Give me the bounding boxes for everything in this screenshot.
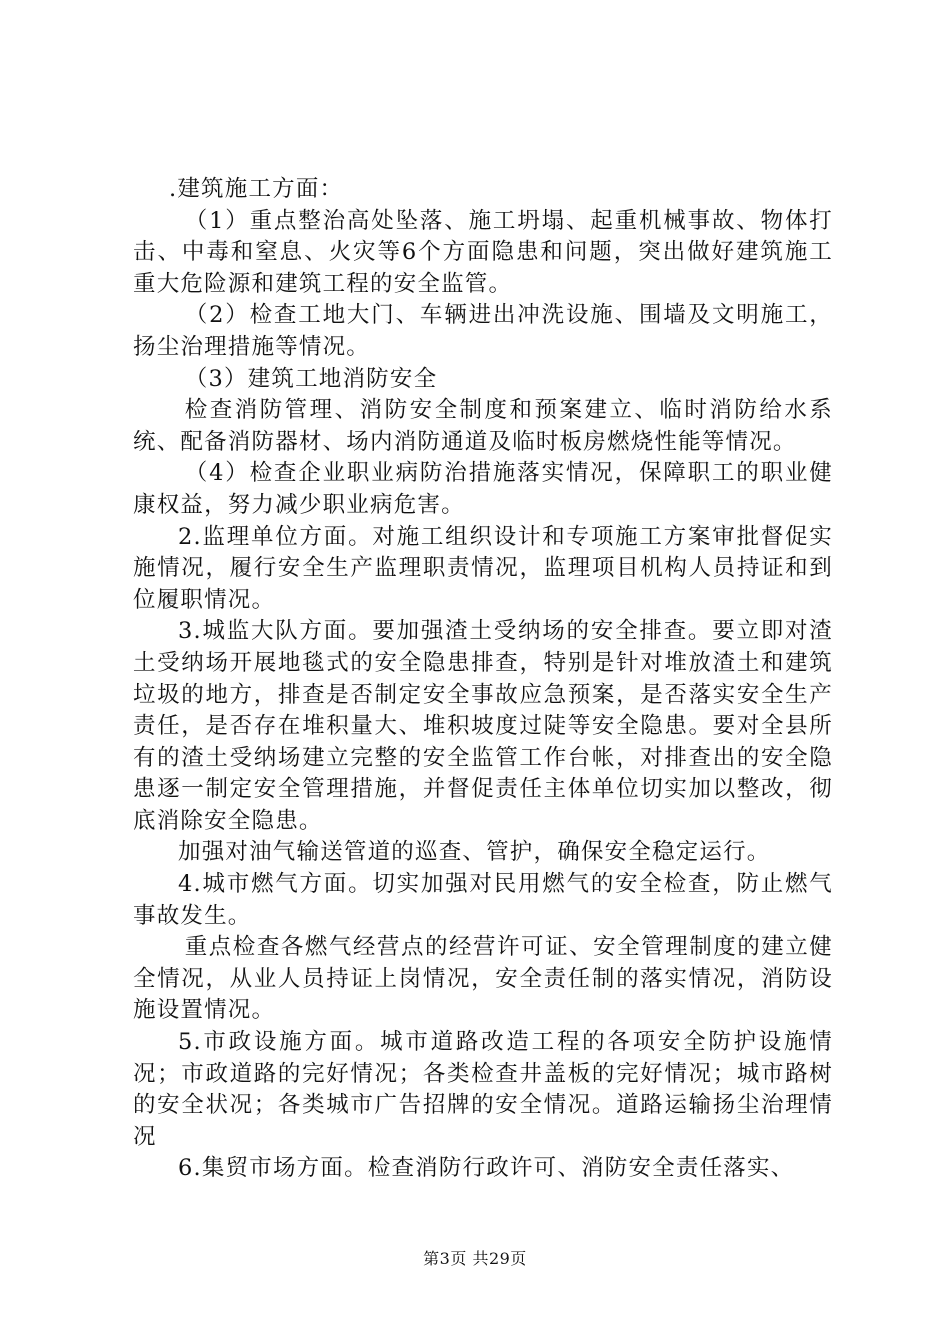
paragraph-construction-heading: .建筑施工方面： — [169, 176, 344, 202]
paragraph-municipal: 5.市政设施方面。城市道路改造工程的各项安全防护设施情况；市政道路的完好情况；各类检查井盖板的完好情况；城市路树的安全状况；各类城市广告招牌的安全情况。道路运输扬尘治理情况 — [133, 1029, 833, 1150]
paragraph-gas-check: 重点检查各燃气经营点的经营许可证、安全管理制度的建立健全情况，从业人员持证上岗情况，安全责任制的落实情况，消防设施设置情况。 — [133, 934, 833, 1024]
page-number-footer: 第3页 共29页 — [423, 1249, 527, 1268]
paragraph-item-3: （3）建筑工地消防安全 — [184, 365, 438, 392]
paragraph-market: 6.集贸市场方面。检查消防行政许可、消防安全责任落实、 — [178, 1155, 795, 1182]
paragraph-city-inspection: 3.城监大队方面。要加强渣土受纳场的安全排查。要立即对渣土受纳场开展地毯式的安全隐患排查，特别是针对堆放渣土和建筑垃圾的地方，排查是否制定安全事故应急预案，是否落实安全生产责任，是否存在堆积量大、堆积坡度过陡等安全隐患。要对全县所有的渣土受纳场建立完整的安全监管工作台帐，对排查出的安全隐患逐一制定安全管理措施，并督促责任主体单位切实加以整改，彻底消除安全隐患。 — [133, 618, 833, 834]
paragraph-item-4: （4）检查企业职业病防治措施落实情况，保障职工的职业健康权益，努力减少职业病危害。 — [133, 460, 833, 518]
paragraph-pipeline: 加强对油气输送管道的巡查、管护，确保安全稳定运行。 — [178, 839, 771, 866]
document-body — [133, 174, 833, 1185]
paragraph-gas: 4.城市燃气方面。切实加强对民用燃气的安全检查，防止燃气事故发生。 — [133, 871, 833, 929]
paragraph-item-2: （2）检查工地大门、车辆进出冲洗设施、围墙及文明施工，扬尘治理措施等情况。 — [133, 302, 833, 360]
paragraph-fire-check: 检查消防管理、消防安全制度和预案建立、临时消防给水系统、配备消防器材、场内消防通道及临时板房燃烧性能等情况。 — [133, 397, 833, 455]
paragraph-item-1: （1）重点整治高处坠落、施工坍塌、起重机械事故、物体打击、中毒和窒息、火灾等6个方面隐患和问题，突出做好建筑施工重大危险源和建筑工程的安全监管。 — [133, 207, 833, 297]
paragraph-supervision: 2.监理单位方面。对施工组织设计和专项施工方案审批督促实施情况，履行安全生产监理职责情况，监理项目机构人员持证和到位履职情况。 — [133, 523, 833, 613]
